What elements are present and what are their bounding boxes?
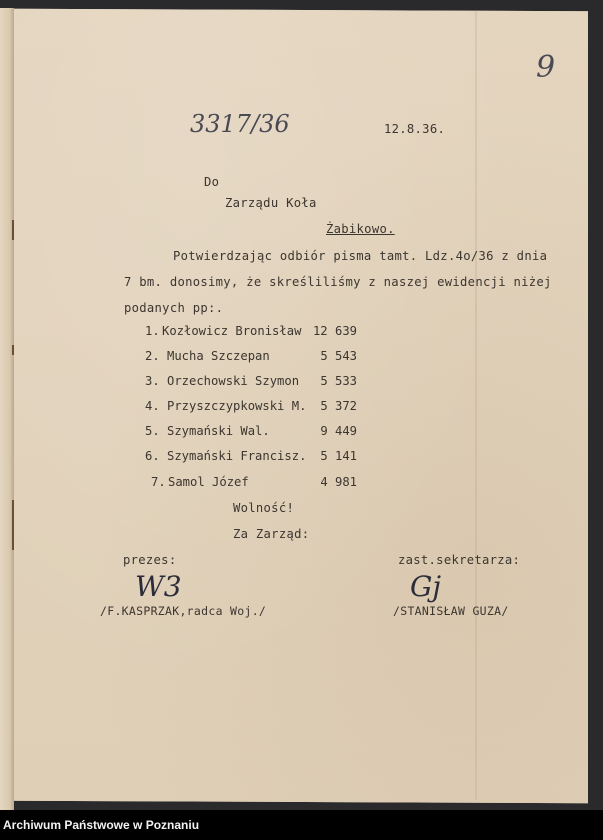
reference-number-handwritten: 3317/36 [190, 110, 290, 138]
member-name: Orzechowski Szymon [167, 374, 300, 388]
member-row [0, 399, 603, 419]
member-id: 5 533 [320, 374, 357, 388]
member-row [0, 349, 603, 369]
page-number-handwritten: 9 [536, 50, 556, 85]
closing-salutation: Wolność! [233, 501, 295, 515]
member-name: Mucha Szczepan [167, 349, 270, 363]
left-signatory-name: /F.KASPRZAK,radca Woj./ [100, 604, 267, 618]
right-signature: Gj [410, 570, 442, 603]
member-number: 7. [151, 475, 166, 489]
member-row [0, 449, 603, 469]
member-row [0, 324, 603, 344]
right-signatory-role: zast.sekretarza: [398, 553, 521, 567]
member-id: 4 981 [320, 475, 357, 489]
member-id: 5 543 [320, 349, 357, 363]
member-name: Samol Józef [168, 475, 249, 489]
member-row [0, 424, 603, 444]
body-line-2: 7 bm. donosimy, że skreśliliśmy z naszej ewidencji niżej [124, 275, 552, 289]
recipient-place: Żabikowo. [326, 222, 395, 236]
member-number: 3. [145, 374, 160, 388]
member-number: 1. [145, 324, 160, 338]
archive-name: Archiwum Państwowe w Poznaniu [3, 818, 200, 832]
archive-footer [0, 810, 603, 840]
member-row [0, 374, 603, 394]
body-line-3: podanych pp:. [124, 301, 224, 315]
member-id: 9 449 [320, 424, 357, 438]
member-number: 4. [145, 399, 160, 413]
left-signatory-role: prezes: [123, 553, 177, 567]
left-signature: W3 [135, 570, 182, 603]
member-row [0, 475, 603, 495]
member-name: Szymański Wal. [167, 424, 270, 438]
member-id: 12 639 [312, 324, 357, 338]
member-name: Kozłowicz Bronisław [162, 324, 302, 338]
on-behalf-line: Za Zarząd: [233, 527, 310, 541]
recipient-name: Zarządu Koła [225, 196, 317, 210]
member-number: 2. [145, 349, 160, 363]
letter-date: 12.8.36. [384, 122, 446, 136]
member-name: Szymański Francisz. [167, 449, 307, 463]
right-signatory-name: /STANISŁAW GUZA/ [393, 604, 509, 618]
body-line-1: Potwierdzając odbiór pisma tamt. Ldz.4o/36 z dnia [173, 249, 548, 263]
member-number: 5. [145, 424, 160, 438]
recipient-prefix: Do [204, 175, 220, 189]
member-name: Przyszczypkowski M. [167, 399, 307, 413]
member-id: 5 372 [320, 399, 357, 413]
member-number: 6. [145, 449, 160, 463]
member-id: 5 141 [320, 449, 357, 463]
